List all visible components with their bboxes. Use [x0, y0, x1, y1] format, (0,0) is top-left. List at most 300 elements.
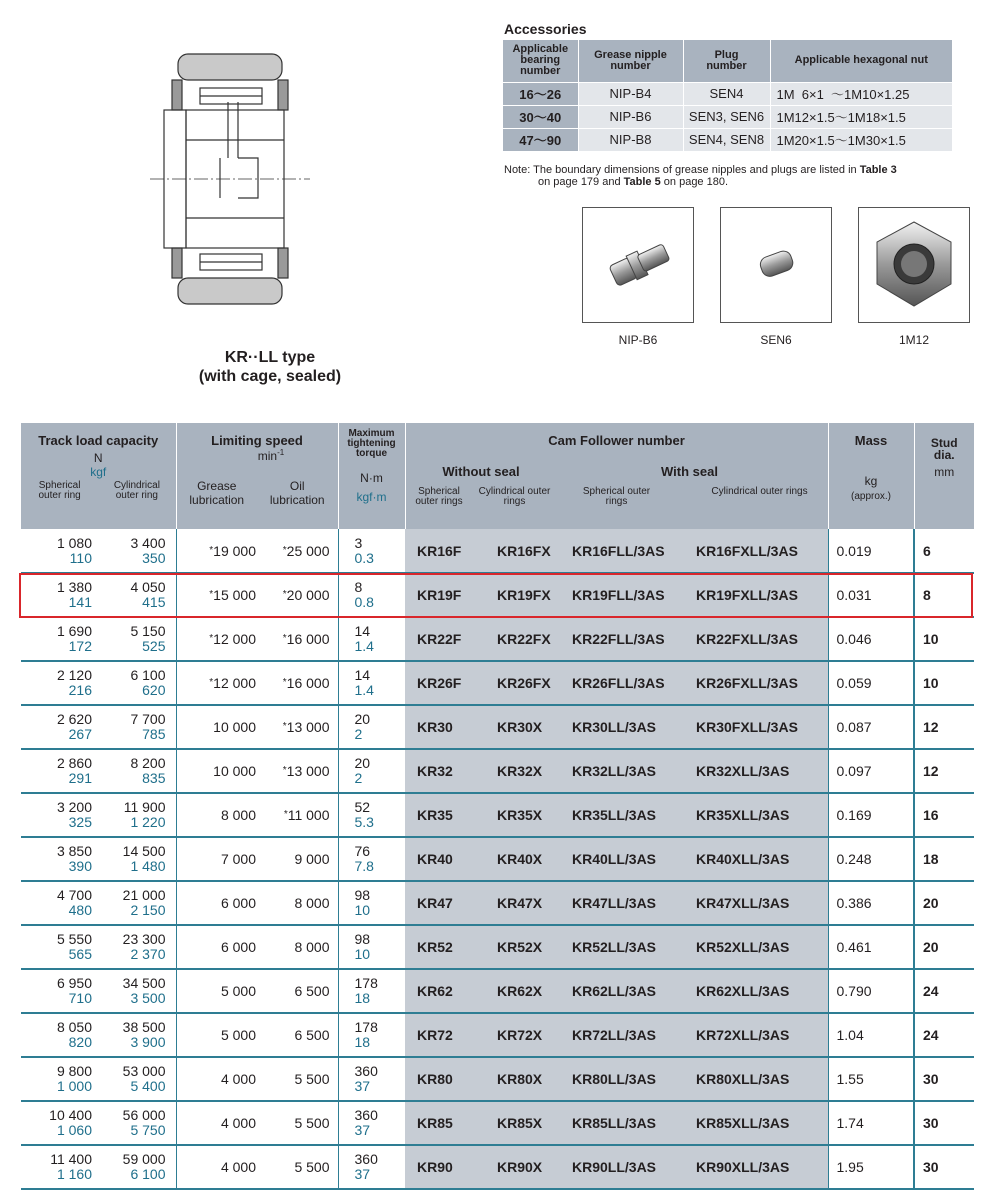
torque-kgfm: 0.8: [354, 594, 374, 610]
torque-nm: 76: [354, 843, 371, 859]
accessories-title: Accessories: [504, 21, 587, 37]
model-seal-cylindrical: KR32XLL/3AS: [690, 749, 828, 793]
spherical-load-cell: [21, 1145, 98, 1189]
oil-speed: 5 500: [294, 1159, 330, 1175]
note-text: on page 180.: [660, 176, 729, 188]
asterisk-mark: *: [282, 721, 287, 732]
cam-follower-table: [21, 423, 974, 1190]
model-seal-spherical: KR26FLL/3AS: [562, 661, 690, 705]
spherical-load-kgf: 390: [68, 858, 92, 874]
header-oil: Oil lubrication: [269, 479, 325, 507]
cylindrical-load-n: 14 500: [122, 843, 166, 859]
model-seal-cylindrical: KR52XLL/3AS: [690, 925, 828, 969]
model-seal-spherical: KR16FLL/3AS: [562, 529, 690, 573]
hex-nut-icon: [859, 208, 969, 322]
cylindrical-load-kgf: 6 100: [130, 1166, 166, 1182]
torque-cell: [338, 661, 405, 705]
cylindrical-load-n: 5 150: [130, 623, 166, 639]
stud-dia-cell: 10: [914, 617, 974, 661]
oil-speed: 13 000: [286, 763, 330, 779]
torque-cell: [338, 793, 405, 837]
model-seal-spherical: KR80LL/3AS: [562, 1057, 690, 1101]
cylindrical-load-cell: [98, 881, 176, 925]
stud-dia-cell: 8: [914, 573, 974, 617]
cylindrical-load-n: 7 700: [130, 711, 166, 727]
cylindrical-load-cell: [98, 529, 176, 573]
acc-cell: SEN3, SEN6: [683, 105, 770, 128]
cylindrical-load-kgf: 835: [142, 770, 166, 786]
torque-cell: [338, 969, 405, 1013]
cylindrical-load-kgf: 3 500: [130, 990, 166, 1006]
grease-speed-cell: [176, 881, 262, 925]
model-no-seal-cylindrical: KR22FX: [489, 617, 562, 661]
model-no-seal-spherical: KR26F: [405, 661, 489, 705]
spherical-load-kgf: 1 000: [56, 1078, 92, 1094]
spherical-load-kgf: 820: [68, 1034, 92, 1050]
oil-speed: 6 500: [294, 1027, 330, 1043]
spherical-load-kgf: 216: [68, 682, 92, 698]
model-no-seal-spherical: KR52: [405, 925, 489, 969]
header-limiting-speed: [176, 423, 338, 529]
model-seal-spherical: KR32LL/3AS: [562, 749, 690, 793]
asterisk-mark: *: [282, 765, 287, 776]
table-row: [21, 1057, 974, 1101]
grease-speed: 7 000: [220, 851, 256, 867]
model-seal-cylindrical: KR72XLL/3AS: [690, 1013, 828, 1057]
stud-dia-cell: 30: [914, 1057, 974, 1101]
mass-cell: 0.087: [828, 705, 914, 749]
oil-speed-cell: [262, 529, 338, 573]
mass-cell: 1.95: [828, 1145, 914, 1189]
cylindrical-load-cell: [98, 969, 176, 1013]
model-seal-spherical: KR19FLL/3AS: [562, 573, 690, 617]
model-no-seal-cylindrical: KR26FX: [489, 661, 562, 705]
spherical-load-cell: [21, 529, 98, 573]
model-no-seal-cylindrical: KR85X: [489, 1101, 562, 1145]
torque-cell: [338, 837, 405, 881]
torque-cell: [338, 1057, 405, 1101]
asterisk-mark: *: [209, 589, 214, 600]
type-caption: [150, 348, 390, 386]
grease-speed: 4 000: [220, 1115, 256, 1131]
spherical-load-kgf: 110: [69, 549, 92, 566]
mass-cell: 1.74: [828, 1101, 914, 1145]
spherical-load-n: 1 080: [56, 534, 92, 551]
header-stud: [914, 423, 974, 529]
model-seal-cylindrical: KR22FXLL/3AS: [690, 617, 828, 661]
oil-speed: 16 000: [286, 675, 330, 691]
mass-cell: 0.059: [828, 661, 914, 705]
grease-speed-cell: [176, 837, 262, 881]
torque-nm: 360: [354, 1151, 378, 1167]
grease-speed-cell: [176, 925, 262, 969]
model-no-seal-spherical: KR40: [405, 837, 489, 881]
cylindrical-load-kgf: 1 220: [130, 814, 166, 830]
cylindrical-load-kgf: 785: [142, 726, 166, 742]
torque-cell: [338, 529, 405, 573]
cylindrical-load-cell: [98, 617, 176, 661]
model-seal-spherical: KR72LL/3AS: [562, 1013, 690, 1057]
spherical-load-n: 2 860: [56, 755, 92, 771]
torque-cell: [338, 617, 405, 661]
torque-nm: 360: [354, 1063, 378, 1079]
cylindrical-load-cell: [98, 1145, 176, 1189]
cylindrical-load-cell: [98, 837, 176, 881]
model-no-seal-cylindrical: KR62X: [489, 969, 562, 1013]
grease-speed: 12 000: [213, 631, 256, 647]
torque-cell: [338, 1013, 405, 1057]
oil-speed: 6 500: [294, 983, 330, 999]
model-no-seal-spherical: KR19F: [405, 573, 489, 617]
model-seal-spherical: KR35LL/3AS: [562, 793, 690, 837]
torque-nm: 178: [354, 1019, 378, 1035]
header-track-load-title: Track load capacity: [38, 433, 159, 448]
spherical-load-n: 10 400: [49, 1107, 92, 1123]
oil-speed: 5 500: [294, 1115, 330, 1131]
model-no-seal-cylindrical: KR30X: [489, 705, 562, 749]
spherical-load-n: 2 620: [56, 711, 92, 727]
acc-header-nut: Applicable hexagonal nut: [770, 40, 952, 82]
acc-cell: 1M 6×1 ～1M10×1.25: [770, 82, 952, 105]
grease-nipple-icon: [583, 208, 693, 322]
cylindrical-load-kgf: 350: [142, 549, 166, 566]
spherical-load-n: 1 690: [56, 623, 92, 639]
torque-cell: [338, 1101, 405, 1145]
header-mass: [828, 423, 914, 529]
stud-dia-cell: 12: [914, 749, 974, 793]
note-text: Note: The boundary dimensions of grease nipples and plugs are listed in: [504, 164, 860, 176]
model-seal-spherical: KR40LL/3AS: [562, 837, 690, 881]
grease-speed-cell: [176, 969, 262, 1013]
table-row: [21, 617, 974, 661]
cylindrical-load-kgf: 2 150: [130, 902, 166, 918]
model-no-seal-spherical: KR62: [405, 969, 489, 1013]
model-no-seal-cylindrical: KR35X: [489, 793, 562, 837]
mass-cell: 1.04: [828, 1013, 914, 1057]
torque-kgfm: 5.3: [354, 814, 374, 830]
photo-caption-plug: SEN6: [760, 333, 792, 347]
oil-speed-cell: [262, 661, 338, 705]
torque-nm: 98: [354, 887, 371, 903]
torque-nm: 20: [354, 711, 371, 727]
oil-speed-cell: [262, 617, 338, 661]
model-seal-cylindrical: KR16FXLL/3AS: [690, 529, 828, 573]
spherical-load-kgf: 565: [68, 946, 92, 962]
model-seal-spherical: KR52LL/3AS: [562, 925, 690, 969]
grease-speed-cell: [176, 661, 262, 705]
torque-kgfm: 10: [354, 946, 371, 962]
torque-nm: 178: [354, 975, 378, 991]
header-cam-follower: [405, 423, 828, 529]
grease-speed-cell: [176, 1013, 262, 1057]
stud-dia-cell: 20: [914, 881, 974, 925]
spherical-load-kgf: 267: [68, 726, 92, 742]
header-spherical-ring: Spherical outer ring: [38, 480, 81, 501]
model-no-seal-cylindrical: KR16FX: [489, 529, 562, 573]
acc-cell: NIP-B8: [578, 128, 683, 151]
acc-header-nipple: Grease nipple number: [578, 40, 683, 82]
model-no-seal-spherical: KR30: [405, 705, 489, 749]
model-no-seal-cylindrical: KR19FX: [489, 573, 562, 617]
oil-speed-cell: [262, 1057, 338, 1101]
stud-dia-cell: 30: [914, 1145, 974, 1189]
header-mass-approx: (approx.): [850, 491, 891, 502]
spherical-load-cell: [21, 837, 98, 881]
model-seal-spherical: KR22FLL/3AS: [562, 617, 690, 661]
header-mass-unit: kg: [864, 474, 878, 488]
header-torque-title: Maximum tightening torque: [347, 428, 396, 459]
header-torque: [338, 423, 405, 529]
oil-speed: 16 000: [286, 631, 330, 647]
header-wo-cylindrical: Cylindrical outer rings: [478, 486, 551, 507]
spherical-load-n: 4 700: [56, 887, 92, 903]
mass-cell: 0.031: [828, 573, 914, 617]
stud-dia-cell: 30: [914, 1101, 974, 1145]
cylindrical-load-cell: [98, 925, 176, 969]
asterisk-mark: *: [209, 677, 214, 688]
header-w-spherical: Spherical outer rings: [582, 486, 651, 507]
asterisk-mark: *: [209, 544, 214, 556]
asterisk-mark: *: [282, 677, 287, 688]
grease-speed: 4 000: [220, 1159, 256, 1175]
plug-icon: [721, 208, 831, 322]
header-without-seal: Without seal: [442, 464, 520, 479]
acc-cell: 47～90: [503, 128, 578, 151]
mass-cell: 0.046: [828, 617, 914, 661]
note-ref: Table 3: [859, 164, 897, 176]
spherical-load-cell: [21, 705, 98, 749]
spherical-load-kgf: 291: [68, 770, 92, 786]
oil-speed: 11 000: [287, 807, 330, 823]
acc-cell: NIP-B6: [578, 105, 683, 128]
cylindrical-load-n: 23 300: [122, 931, 166, 947]
mass-cell: 0.461: [828, 925, 914, 969]
model-seal-cylindrical: KR80XLL/3AS: [690, 1057, 828, 1101]
grease-speed: 6 000: [220, 895, 256, 911]
cylindrical-load-n: 53 000: [122, 1063, 166, 1079]
oil-speed: 13 000: [286, 719, 330, 735]
grease-speed: 5 000: [220, 1027, 256, 1043]
cylindrical-load-cell: [98, 705, 176, 749]
torque-kgfm: 37: [354, 1122, 371, 1138]
spherical-load-cell: [21, 1101, 98, 1145]
cylindrical-load-cell: [98, 661, 176, 705]
torque-cell: [338, 881, 405, 925]
oil-speed-cell: [262, 1145, 338, 1189]
model-seal-cylindrical: KR19FXLL/3AS: [690, 573, 828, 617]
acc-header-plug: Plug number: [683, 40, 770, 82]
spherical-load-cell: [21, 617, 98, 661]
mass-cell: 1.55: [828, 1057, 914, 1101]
model-no-seal-spherical: KR16F: [405, 529, 489, 573]
acc-cell: 16～26: [503, 82, 578, 105]
model-seal-cylindrical: KR85XLL/3AS: [690, 1101, 828, 1145]
model-no-seal-cylindrical: KR72X: [489, 1013, 562, 1057]
stud-dia-cell: 16: [914, 793, 974, 837]
photo-caption-nipple: NIP-B6: [618, 333, 658, 347]
cylindrical-load-n: 11 900: [123, 799, 166, 815]
mass-cell: 0.097: [828, 749, 914, 793]
cylindrical-load-kgf: 620: [142, 682, 166, 698]
spherical-load-kgf: 480: [68, 902, 92, 918]
cylindrical-load-cell: [98, 1057, 176, 1101]
table-row: [21, 793, 974, 837]
spherical-load-n: 6 950: [56, 975, 92, 991]
model-no-seal-spherical: KR80: [405, 1057, 489, 1101]
note-text: on page 179 and: [538, 176, 624, 188]
grease-speed-cell: [176, 529, 262, 573]
table-row: [21, 1145, 974, 1189]
spherical-load-kgf: 325: [68, 814, 92, 830]
grease-speed: 8 000: [220, 807, 256, 823]
spherical-load-kgf: 1 160: [56, 1166, 92, 1182]
header-stud-unit: mm: [934, 465, 955, 479]
spherical-load-n: 5 550: [56, 931, 92, 947]
spherical-load-kgf: 172: [68, 638, 92, 654]
model-no-seal-spherical: KR32: [405, 749, 489, 793]
photo-caption-nut: 1M12: [898, 333, 930, 347]
model-no-seal-spherical: KR72: [405, 1013, 489, 1057]
table-row: [21, 881, 974, 925]
spherical-load-n: 3 200: [56, 799, 92, 815]
header-torque-nm: N·m: [360, 471, 383, 485]
stud-dia-cell: 20: [914, 925, 974, 969]
header-unit-n: N: [93, 451, 103, 465]
model-no-seal-spherical: KR90: [405, 1145, 489, 1189]
header-stud-title: Stud dia.: [930, 436, 958, 462]
grease-speed: 15 000: [213, 587, 256, 603]
torque-nm: 52: [354, 799, 371, 815]
cylindrical-load-cell: [98, 749, 176, 793]
mass-cell: 0.169: [828, 793, 914, 837]
torque-kgfm: 2: [354, 726, 363, 742]
mass-cell: 0.019: [828, 529, 914, 573]
header-cylindrical-ring: Cylindrical outer ring: [113, 480, 160, 501]
model-seal-cylindrical: KR62XLL/3AS: [690, 969, 828, 1013]
oil-speed-cell: [262, 1101, 338, 1145]
cylindrical-load-cell: [98, 793, 176, 837]
torque-kgfm: 0.3: [354, 549, 374, 566]
note-ref: Table 5: [623, 176, 661, 188]
cylindrical-load-cell: [98, 1013, 176, 1057]
model-no-seal-spherical: KR35: [405, 793, 489, 837]
cylindrical-load-n: 38 500: [122, 1019, 166, 1035]
grease-speed-cell: [176, 1057, 262, 1101]
header-w-cylindrical: Cylindrical outer rings: [711, 486, 808, 497]
torque-kgfm: 37: [354, 1078, 371, 1094]
bearing-cross-section-drawing: [150, 40, 310, 320]
torque-nm: 98: [354, 931, 371, 947]
asterisk-mark: *: [209, 633, 214, 644]
model-no-seal-spherical: KR47: [405, 881, 489, 925]
stud-dia-cell: 24: [914, 969, 974, 1013]
asterisk-mark: *: [282, 589, 287, 600]
header-mass-title: Mass: [854, 433, 888, 448]
grease-speed: 12 000: [213, 675, 256, 691]
table-body: [21, 529, 974, 1189]
spherical-load-cell: [21, 793, 98, 837]
model-seal-cylindrical: KR90XLL/3AS: [690, 1145, 828, 1189]
model-no-seal-cylindrical: KR32X: [489, 749, 562, 793]
oil-speed-cell: [262, 793, 338, 837]
torque-nm: 20: [354, 755, 371, 771]
grease-speed-cell: [176, 793, 262, 837]
cylindrical-load-kgf: 3 900: [130, 1034, 166, 1050]
spherical-load-cell: [21, 1013, 98, 1057]
header-speed-unit: min: [257, 449, 278, 463]
spherical-load-cell: [21, 925, 98, 969]
acc-cell: 1M12×1.5～1M18×1.5: [770, 105, 952, 128]
type-caption-line1: KR··LL type: [224, 349, 316, 366]
acc-cell: 1M20×1.5～1M30×1.5: [770, 128, 952, 151]
hex-nut-photo: [858, 207, 970, 323]
cylindrical-load-kgf: 5 750: [130, 1122, 166, 1138]
oil-speed: 9 000: [294, 851, 330, 867]
spherical-load-n: 11 400: [50, 1151, 92, 1167]
mass-cell: 0.790: [828, 969, 914, 1013]
torque-nm: 8: [354, 579, 363, 595]
table-row: [21, 1013, 974, 1057]
header-limiting-speed-title: Limiting speed: [211, 433, 303, 448]
model-seal-cylindrical: KR30FXLL/3AS: [690, 705, 828, 749]
oil-speed-cell: [262, 837, 338, 881]
oil-speed: 5 500: [294, 1071, 330, 1087]
cylindrical-load-cell: [98, 1101, 176, 1145]
torque-nm: 3: [354, 534, 363, 551]
torque-cell: [338, 705, 405, 749]
cylindrical-load-kgf: 5 400: [130, 1078, 166, 1094]
grease-speed: 6 000: [220, 939, 256, 955]
torque-kgfm: 18: [354, 990, 371, 1006]
spherical-load-kgf: 1 060: [56, 1122, 92, 1138]
grease-speed-cell: [176, 705, 262, 749]
spherical-load-n: 9 800: [56, 1063, 92, 1079]
oil-speed-cell: [262, 881, 338, 925]
table-row: [21, 661, 974, 705]
torque-cell: [338, 925, 405, 969]
spherical-load-kgf: 710: [68, 990, 92, 1006]
model-seal-cylindrical: KR47XLL/3AS: [690, 881, 828, 925]
cylindrical-load-kgf: 415: [142, 594, 166, 610]
stud-dia-cell: 6: [914, 529, 974, 573]
stud-dia-cell: 12: [914, 705, 974, 749]
spherical-load-n: 3 850: [56, 843, 92, 859]
table-row: [21, 749, 974, 793]
oil-speed-cell: [262, 925, 338, 969]
mass-cell: 0.386: [828, 881, 914, 925]
cylindrical-load-n: 21 000: [122, 887, 166, 903]
grease-speed: 5 000: [220, 983, 256, 999]
spherical-load-cell: [21, 881, 98, 925]
torque-cell: [338, 749, 405, 793]
header-speed-unit-exp: -1: [277, 448, 285, 457]
model-no-seal-spherical: KR85: [405, 1101, 489, 1145]
model-seal-spherical: KR62LL/3AS: [562, 969, 690, 1013]
oil-speed-cell: [262, 969, 338, 1013]
spherical-load-cell: [21, 969, 98, 1013]
torque-kgfm: 7.8: [354, 858, 374, 874]
model-seal-cylindrical: KR35XLL/3AS: [690, 793, 828, 837]
oil-speed: 20 000: [286, 587, 330, 603]
torque-kgfm: 10: [354, 902, 371, 918]
cylindrical-load-n: 8 200: [130, 755, 166, 771]
cylindrical-load-n: 59 000: [122, 1151, 166, 1167]
table-row: [21, 705, 974, 749]
stud-dia-cell: 24: [914, 1013, 974, 1057]
grease-speed: 19 000: [213, 542, 256, 559]
header-track-load: [21, 423, 176, 529]
grease-speed-cell: [176, 617, 262, 661]
